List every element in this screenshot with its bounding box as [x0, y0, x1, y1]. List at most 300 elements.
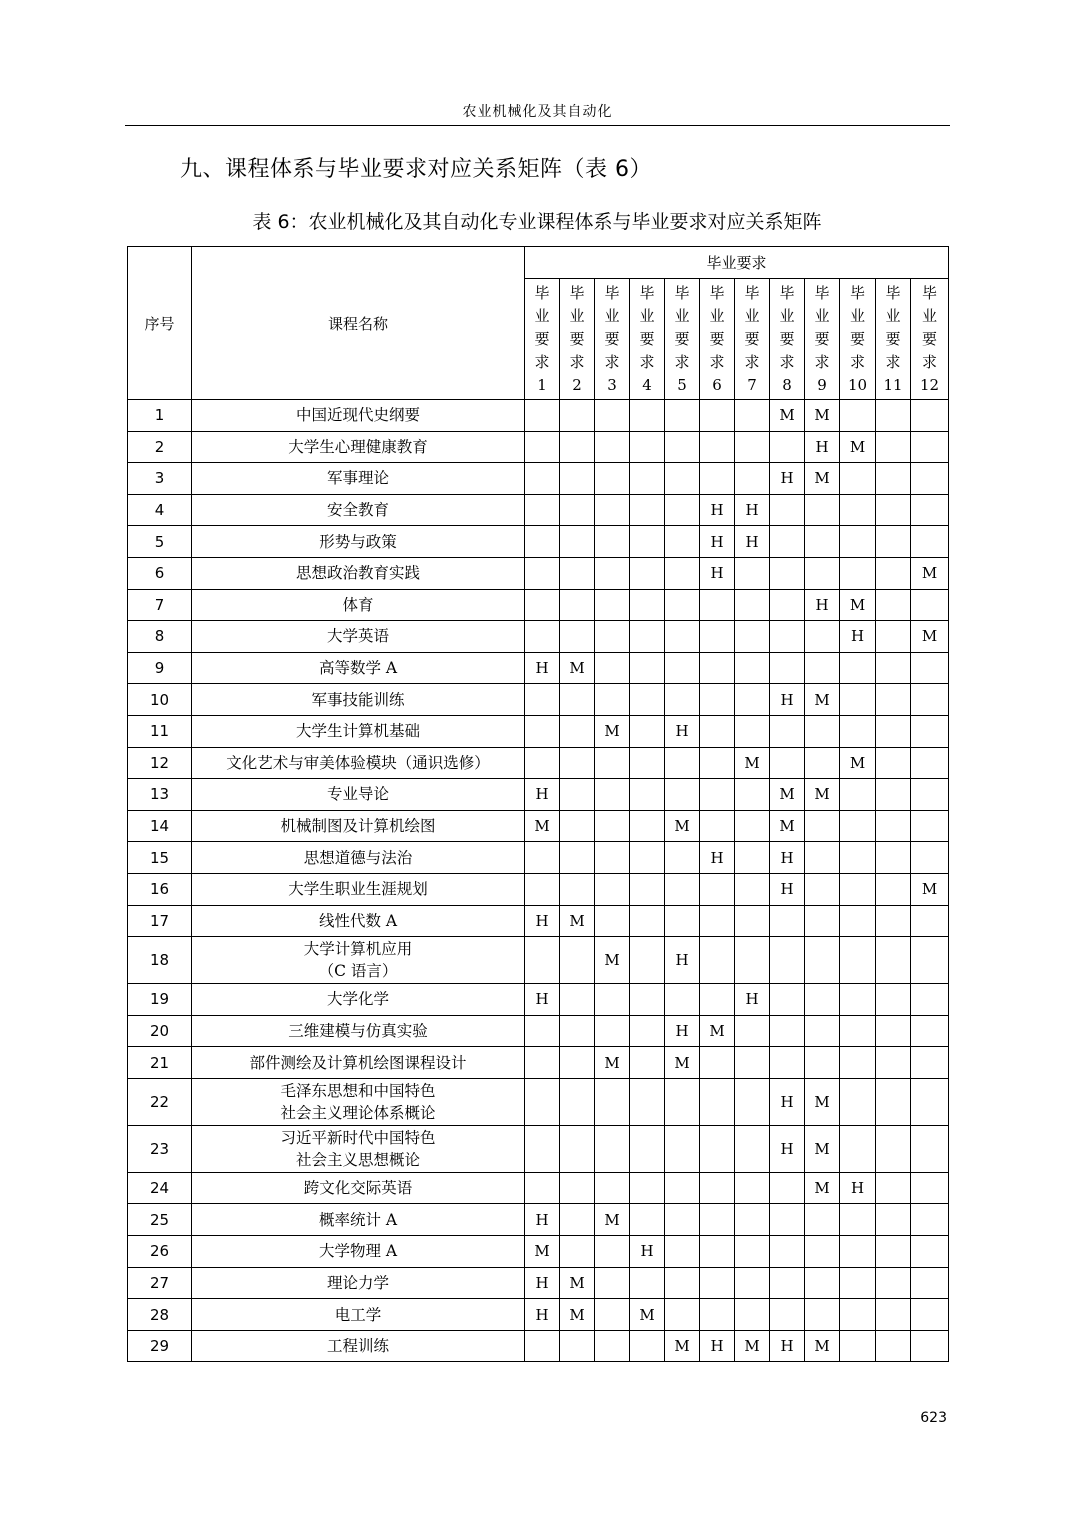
row-number: 22 — [128, 1078, 192, 1125]
requirement-mark-2 — [560, 747, 595, 779]
requirement-mark-11 — [876, 873, 911, 905]
requirement-mark-6 — [700, 984, 735, 1016]
table-row — [128, 1299, 949, 1331]
table-row — [128, 1236, 949, 1268]
requirement-mark-3 — [595, 621, 630, 653]
table-row — [128, 1125, 949, 1172]
requirement-mark-7 — [735, 621, 770, 653]
requirement-mark-9 — [805, 937, 840, 984]
requirement-mark-5 — [665, 463, 700, 495]
requirement-mark-9: M — [805, 1125, 840, 1172]
requirement-mark-9 — [805, 1267, 840, 1299]
requirement-mark-2 — [560, 621, 595, 653]
requirement-mark-3 — [595, 984, 630, 1016]
course-name: 大学生计算机基础 — [192, 715, 525, 747]
section-title: 九、课程体系与毕业要求对应关系矩阵（表 6） — [180, 157, 652, 182]
requirement-mark-12 — [911, 1078, 949, 1125]
header-requirement-11: 毕 业 要 求 11 — [876, 279, 911, 400]
requirement-mark-3 — [595, 1267, 630, 1299]
requirement-mark-3 — [595, 557, 630, 589]
requirement-mark-4 — [630, 1172, 665, 1204]
requirement-mark-6 — [700, 937, 735, 984]
requirement-mark-6: H — [700, 494, 735, 526]
requirement-mark-12 — [911, 684, 949, 716]
requirement-mark-8 — [770, 715, 805, 747]
header-requirement-6: 毕 业 要 求 6 — [700, 279, 735, 400]
requirement-mark-1: H — [525, 1204, 560, 1236]
requirement-mark-1 — [525, 463, 560, 495]
requirement-mark-11 — [876, 1267, 911, 1299]
course-name: 思想道德与法治 — [192, 842, 525, 874]
requirement-mark-7 — [735, 1172, 770, 1204]
table-row — [128, 1047, 949, 1079]
table-row — [128, 1015, 949, 1047]
course-name: 安全教育 — [192, 494, 525, 526]
row-number: 24 — [128, 1172, 192, 1204]
requirement-mark-1 — [525, 1015, 560, 1047]
requirement-mark-3: M — [595, 937, 630, 984]
course-name: 中国近现代史纲要 — [192, 400, 525, 432]
requirement-mark-11 — [876, 1204, 911, 1236]
requirement-mark-1: M — [525, 810, 560, 842]
requirement-mark-8 — [770, 937, 805, 984]
requirement-mark-7 — [735, 715, 770, 747]
requirement-mark-6 — [700, 1236, 735, 1268]
requirement-mark-10 — [840, 1299, 876, 1331]
requirement-mark-6: H — [700, 557, 735, 589]
requirement-mark-8 — [770, 1267, 805, 1299]
requirement-mark-12 — [911, 1330, 949, 1362]
requirement-mark-12 — [911, 810, 949, 842]
requirement-mark-2 — [560, 400, 595, 432]
requirement-mark-2 — [560, 984, 595, 1016]
requirement-mark-3 — [595, 1015, 630, 1047]
requirement-mark-12 — [911, 1236, 949, 1268]
requirement-mark-2 — [560, 557, 595, 589]
requirement-mark-4 — [630, 842, 665, 874]
table-row — [128, 1172, 949, 1204]
requirement-mark-9: H — [805, 431, 840, 463]
requirement-mark-1 — [525, 1047, 560, 1079]
table-caption: 表 6：农业机械化及其自动化专业课程体系与毕业要求对应关系矩阵 — [252, 211, 822, 233]
requirement-mark-1: H — [525, 905, 560, 937]
requirement-mark-3 — [595, 589, 630, 621]
requirement-mark-11 — [876, 1172, 911, 1204]
row-number: 17 — [128, 905, 192, 937]
requirement-mark-3 — [595, 1125, 630, 1172]
requirement-mark-10 — [840, 1267, 876, 1299]
requirement-mark-9 — [805, 873, 840, 905]
requirement-mark-9 — [805, 1047, 840, 1079]
requirement-mark-4 — [630, 557, 665, 589]
requirement-mark-6 — [700, 1299, 735, 1331]
row-number: 15 — [128, 842, 192, 874]
requirement-mark-12 — [911, 1047, 949, 1079]
row-number: 18 — [128, 937, 192, 984]
requirement-mark-12 — [911, 463, 949, 495]
requirement-mark-2 — [560, 873, 595, 905]
requirement-mark-4 — [630, 779, 665, 811]
table-row — [128, 937, 949, 984]
requirement-mark-5 — [665, 431, 700, 463]
requirement-mark-3 — [595, 1330, 630, 1362]
requirement-mark-7 — [735, 431, 770, 463]
requirement-mark-5 — [665, 779, 700, 811]
requirement-mark-4 — [630, 1047, 665, 1079]
row-number: 3 — [128, 463, 192, 495]
course-name: 大学化学 — [192, 984, 525, 1016]
course-name: 军事理论 — [192, 463, 525, 495]
course-name: 大学计算机应用 （C 语言） — [192, 937, 525, 984]
row-number: 10 — [128, 684, 192, 716]
requirement-mark-12 — [911, 905, 949, 937]
requirement-mark-7 — [735, 873, 770, 905]
requirement-mark-6: H — [700, 842, 735, 874]
requirement-mark-7: M — [735, 1330, 770, 1362]
requirement-mark-2: M — [560, 1299, 595, 1331]
requirement-mark-2 — [560, 1047, 595, 1079]
requirement-mark-11 — [876, 400, 911, 432]
requirement-mark-5: H — [665, 937, 700, 984]
requirement-mark-4 — [630, 1078, 665, 1125]
requirement-mark-7: M — [735, 747, 770, 779]
row-number: 8 — [128, 621, 192, 653]
requirement-mark-3 — [595, 1078, 630, 1125]
requirement-mark-8: H — [770, 873, 805, 905]
requirement-mark-10 — [840, 1204, 876, 1236]
requirement-mark-9: M — [805, 400, 840, 432]
requirement-mark-11 — [876, 621, 911, 653]
requirement-mark-3 — [595, 526, 630, 558]
row-number: 14 — [128, 810, 192, 842]
requirement-mark-2 — [560, 715, 595, 747]
requirement-mark-5 — [665, 1267, 700, 1299]
requirement-mark-8 — [770, 905, 805, 937]
requirement-mark-11 — [876, 937, 911, 984]
requirement-mark-4: H — [630, 1236, 665, 1268]
requirement-mark-3 — [595, 1299, 630, 1331]
requirement-mark-9 — [805, 621, 840, 653]
requirement-mark-9: M — [805, 1330, 840, 1362]
requirement-mark-5 — [665, 873, 700, 905]
requirement-mark-6 — [700, 621, 735, 653]
requirement-mark-12 — [911, 715, 949, 747]
requirement-mark-7 — [735, 937, 770, 984]
row-number: 29 — [128, 1330, 192, 1362]
requirement-mark-7 — [735, 1015, 770, 1047]
table-row — [128, 463, 949, 495]
requirement-mark-1: H — [525, 1299, 560, 1331]
requirement-mark-9: M — [805, 1172, 840, 1204]
requirement-mark-12 — [911, 1204, 949, 1236]
requirement-mark-2 — [560, 937, 595, 984]
requirement-mark-10 — [840, 779, 876, 811]
row-number: 28 — [128, 1299, 192, 1331]
requirement-mark-8 — [770, 1299, 805, 1331]
requirement-mark-3: M — [595, 1047, 630, 1079]
requirement-mark-5 — [665, 1299, 700, 1331]
requirement-mark-8 — [770, 431, 805, 463]
requirement-mark-6 — [700, 400, 735, 432]
requirement-mark-8 — [770, 494, 805, 526]
requirement-mark-6 — [700, 715, 735, 747]
requirement-mark-4 — [630, 1204, 665, 1236]
table-row — [128, 842, 949, 874]
requirement-mark-8: H — [770, 684, 805, 716]
requirement-mark-3 — [595, 1236, 630, 1268]
table-row — [128, 779, 949, 811]
requirement-mark-10 — [840, 652, 876, 684]
requirement-mark-12 — [911, 1267, 949, 1299]
requirement-mark-6 — [700, 463, 735, 495]
requirement-mark-6 — [700, 1125, 735, 1172]
requirement-mark-8 — [770, 589, 805, 621]
requirement-mark-9 — [805, 526, 840, 558]
requirement-mark-7 — [735, 1047, 770, 1079]
requirement-mark-7: H — [735, 526, 770, 558]
requirement-mark-8 — [770, 652, 805, 684]
requirement-mark-1 — [525, 621, 560, 653]
requirement-mark-3: M — [595, 1204, 630, 1236]
requirement-mark-8 — [770, 1015, 805, 1047]
header-requirement-3: 毕 业 要 求 3 — [595, 279, 630, 400]
requirement-mark-12 — [911, 842, 949, 874]
requirement-mark-3 — [595, 494, 630, 526]
requirement-mark-4 — [630, 747, 665, 779]
row-number: 6 — [128, 557, 192, 589]
requirement-mark-10 — [840, 1125, 876, 1172]
requirement-mark-8: H — [770, 1078, 805, 1125]
course-name: 大学生职业生涯规划 — [192, 873, 525, 905]
requirement-mark-5: M — [665, 1047, 700, 1079]
course-name: 高等数学 A — [192, 652, 525, 684]
requirement-mark-10: M — [840, 589, 876, 621]
requirement-mark-1: M — [525, 1236, 560, 1268]
requirement-mark-4 — [630, 1015, 665, 1047]
table-row — [128, 589, 949, 621]
requirement-mark-11 — [876, 1078, 911, 1125]
requirement-mark-7 — [735, 589, 770, 621]
requirement-mark-5 — [665, 842, 700, 874]
requirement-mark-11 — [876, 905, 911, 937]
requirement-mark-4 — [630, 984, 665, 1016]
requirement-mark-5 — [665, 494, 700, 526]
requirement-mark-11 — [876, 984, 911, 1016]
requirement-mark-8 — [770, 747, 805, 779]
requirement-mark-10 — [840, 937, 876, 984]
requirement-mark-11 — [876, 1125, 911, 1172]
course-name: 专业导论 — [192, 779, 525, 811]
requirement-mark-10 — [840, 1047, 876, 1079]
row-number: 12 — [128, 747, 192, 779]
requirement-mark-4 — [630, 621, 665, 653]
requirement-mark-10 — [840, 526, 876, 558]
requirement-mark-11 — [876, 652, 911, 684]
requirement-mark-12 — [911, 526, 949, 558]
header-seq: 序号 — [128, 247, 192, 400]
requirement-mark-4 — [630, 810, 665, 842]
table-row — [128, 873, 949, 905]
page-number: 623 — [920, 1410, 947, 1426]
requirement-mark-2 — [560, 684, 595, 716]
row-number: 27 — [128, 1267, 192, 1299]
requirement-mark-3 — [595, 1172, 630, 1204]
requirement-mark-9 — [805, 557, 840, 589]
requirement-mark-4 — [630, 905, 665, 937]
requirement-mark-9 — [805, 842, 840, 874]
requirement-mark-2: M — [560, 1267, 595, 1299]
requirement-mark-8 — [770, 621, 805, 653]
requirement-mark-2 — [560, 779, 595, 811]
table-row — [128, 747, 949, 779]
requirement-mark-6 — [700, 905, 735, 937]
requirement-mark-5 — [665, 905, 700, 937]
course-name: 三维建模与仿真实验 — [192, 1015, 525, 1047]
requirement-mark-7 — [735, 1267, 770, 1299]
requirement-mark-5 — [665, 400, 700, 432]
table-row — [128, 400, 949, 432]
row-number: 19 — [128, 984, 192, 1016]
requirement-mark-8 — [770, 1047, 805, 1079]
requirement-mark-11 — [876, 557, 911, 589]
requirement-mark-2 — [560, 1330, 595, 1362]
requirement-mark-2 — [560, 1172, 595, 1204]
requirement-mark-2: M — [560, 905, 595, 937]
requirement-mark-4 — [630, 937, 665, 984]
requirement-mark-12 — [911, 494, 949, 526]
requirement-mark-3 — [595, 431, 630, 463]
requirement-mark-5 — [665, 1078, 700, 1125]
requirement-mark-5 — [665, 589, 700, 621]
requirement-mark-6 — [700, 873, 735, 905]
course-name: 部件测绘及计算机绘图课程设计 — [192, 1047, 525, 1079]
requirement-mark-10: M — [840, 431, 876, 463]
table-row — [128, 621, 949, 653]
requirement-mark-3 — [595, 652, 630, 684]
requirement-mark-6 — [700, 1078, 735, 1125]
requirement-mark-5: H — [665, 1015, 700, 1047]
requirement-mark-6: H — [700, 1330, 735, 1362]
requirement-mark-2 — [560, 1236, 595, 1268]
requirement-mark-11 — [876, 589, 911, 621]
requirement-mark-1 — [525, 715, 560, 747]
requirement-mark-11 — [876, 1047, 911, 1079]
requirement-mark-11 — [876, 684, 911, 716]
requirement-mark-11 — [876, 1330, 911, 1362]
requirement-mark-9 — [805, 652, 840, 684]
requirement-mark-6 — [700, 810, 735, 842]
requirement-mark-1: H — [525, 779, 560, 811]
requirement-mark-9 — [805, 715, 840, 747]
table-row — [128, 1267, 949, 1299]
requirement-mark-7: H — [735, 984, 770, 1016]
header-requirement-4: 毕 业 要 求 4 — [630, 279, 665, 400]
requirement-mark-9: M — [805, 463, 840, 495]
requirement-mark-2 — [560, 1125, 595, 1172]
requirement-mark-10 — [840, 494, 876, 526]
requirement-mark-7 — [735, 842, 770, 874]
header-course-name: 课程名称 — [192, 247, 525, 400]
requirement-mark-7 — [735, 1078, 770, 1125]
requirement-mark-4 — [630, 652, 665, 684]
requirement-mark-12 — [911, 779, 949, 811]
requirement-mark-11 — [876, 1236, 911, 1268]
table-row — [128, 905, 949, 937]
row-number: 2 — [128, 431, 192, 463]
requirement-mark-10 — [840, 842, 876, 874]
requirement-mark-11 — [876, 779, 911, 811]
requirement-mark-3 — [595, 779, 630, 811]
requirement-mark-10 — [840, 400, 876, 432]
table-row — [128, 526, 949, 558]
requirement-mark-4 — [630, 463, 665, 495]
table-row — [128, 810, 949, 842]
row-number: 9 — [128, 652, 192, 684]
requirement-mark-6 — [700, 1267, 735, 1299]
requirement-mark-8 — [770, 1204, 805, 1236]
running-header: 农业机械化及其自动化 — [125, 100, 950, 126]
course-name: 文化艺术与审美体验模块（通识选修） — [192, 747, 525, 779]
requirement-mark-6 — [700, 779, 735, 811]
requirement-mark-7 — [735, 1236, 770, 1268]
requirement-mark-5: H — [665, 715, 700, 747]
requirement-mark-10 — [840, 1015, 876, 1047]
requirement-mark-8 — [770, 984, 805, 1016]
requirement-mark-9: M — [805, 684, 840, 716]
requirement-mark-12 — [911, 937, 949, 984]
requirement-mark-6: H — [700, 526, 735, 558]
table-row — [128, 431, 949, 463]
requirement-mark-4 — [630, 684, 665, 716]
requirement-mark-1 — [525, 684, 560, 716]
requirement-mark-5 — [665, 621, 700, 653]
requirement-mark-8 — [770, 1236, 805, 1268]
requirement-mark-7 — [735, 905, 770, 937]
requirement-mark-8: M — [770, 779, 805, 811]
requirement-mark-10 — [840, 684, 876, 716]
requirement-mark-8: H — [770, 1125, 805, 1172]
requirement-mark-4 — [630, 873, 665, 905]
requirement-mark-11 — [876, 715, 911, 747]
requirement-mark-12 — [911, 652, 949, 684]
requirement-mark-1 — [525, 937, 560, 984]
requirement-mark-5 — [665, 1204, 700, 1236]
requirement-mark-2 — [560, 842, 595, 874]
row-number: 21 — [128, 1047, 192, 1079]
course-name: 大学生心理健康教育 — [192, 431, 525, 463]
requirement-mark-4 — [630, 400, 665, 432]
requirement-mark-5 — [665, 684, 700, 716]
requirement-mark-2 — [560, 494, 595, 526]
requirement-mark-3 — [595, 463, 630, 495]
requirement-mark-5 — [665, 526, 700, 558]
requirement-mark-10 — [840, 1236, 876, 1268]
requirement-mark-10 — [840, 810, 876, 842]
course-name: 理论力学 — [192, 1267, 525, 1299]
requirement-mark-1: H — [525, 1267, 560, 1299]
requirement-mark-10 — [840, 1078, 876, 1125]
requirement-mark-1 — [525, 873, 560, 905]
requirement-mark-1 — [525, 1330, 560, 1362]
requirement-mark-6 — [700, 1172, 735, 1204]
requirement-mark-1 — [525, 400, 560, 432]
requirement-mark-7 — [735, 1125, 770, 1172]
requirement-mark-9: M — [805, 1078, 840, 1125]
course-name: 毛泽东思想和中国特色 社会主义理论体系概论 — [192, 1078, 525, 1125]
requirement-mark-11 — [876, 494, 911, 526]
header-requirement-7: 毕 业 要 求 7 — [735, 279, 770, 400]
table-row — [128, 652, 949, 684]
